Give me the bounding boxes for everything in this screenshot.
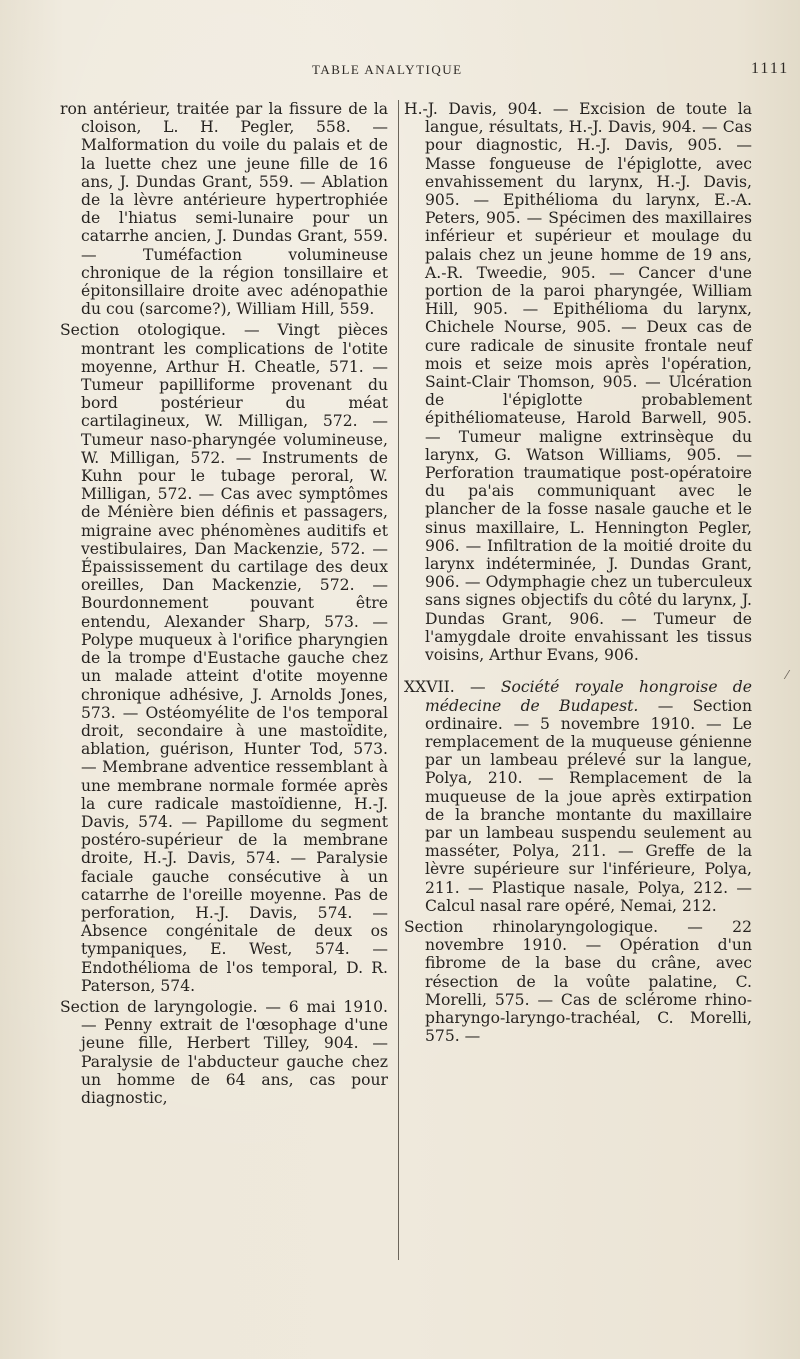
page-number: 1111 bbox=[751, 60, 790, 77]
left-entry-continuation: ron antérieur, traitée par la fissure de la cloison, L. H. Pegler, 558. — Malformation du voile du palais et de la luette chez une jeune fille de 16 ans, J. Dundas Grant, 559. — Ablation de la lèvre antérieure hypertrophiée de l'hiatus semi-lunaire pour un catarrhe ancien, J. Dundas Grant, 559. — Tuméfaction volumineuse chronique de la région tonsillaire et épitonsillaire droite avec adénopathie du cou (sarcome?), William Hill, 559. bbox=[60, 100, 388, 319]
right-entry-continuation: H.-J. Davis, 904. — Excision de toute la langue, résultats, H.-J. Davis, 904. — Cas pour diagnostic, H.-J. Davis, 905. — Masse fongueuse de l'épiglotte, avec envahissement du larynx, H.-J. Davis, 905. — Epithélioma du larynx, E.-A. Peters, 905. — Spécimen des maxillaires inférieur et supérieur et moulage du palais chez un jeune homme de 19 ans, A.-R. Tweedie, 905. — Cancer d'une portion de la paroi pharyngée, William Hill, 905. — Epithélioma du larynx, Chichele Nourse, 905. — Deux cas de cure radicale de sinusite frontale neuf mois et seize mois après l'opération, Saint-Clair Thomson, 905. — Ulcération de l'épiglotte probablement épithéliomateuse, Harold Barwell, 905. — Tumeur maligne extrinsèque du larynx, G. Watson Williams, 905. — Perforation traumatique post-opératoire du pa'ais communiquant avec le plancher de la fosse nasale gauche et le sinus maxillaire, L. Hennington Pegler, 906. — Infiltration de la moitié droite du larynx indéterminée, J. Dundas Grant, 906. — Odymphagie chez un tuberculeux sans signes objectifs du côté du larynx, J. Dundas Grant, 906. — Tumeur de l'amygdale droite envahissant les tissus voisins, Arthur Evans, 906. bbox=[404, 100, 752, 665]
left-entry-section-otologique: Section otologique. — Vingt pièces montrant les complications de l'otite moyenne, Arthur H. Cheatle, 571. — Tumeur papilliforme provenant du bord postérieur du méat cartilagineux, W. Milligan, 572. — Tumeur naso-pharyngée volumineuse, W. Milligan, 572. — Instruments de Kuhn pour le tubage peroral, W. Milligan, 572. — Cas avec symptômes de Ménière bien définis et passagers, migraine avec phénomènes auditifs et vestibulaires, Dan Mackenzie, 572. — Épaississement du cartilage des deux oreilles, Dan Mackenzie, 572. — Bourdonnement pouvant être entendu, Alexander Sharp, 573. — Polype muqueux à l'orifice pharyngien de la trompe d'Eustache gauche chez un malade atteint d'otite moyenne chronique adhésive, J. Arnolds Jones, 573. — Ostéomyélite de l'os temporal droit, secondaire à une mastoïdite, ablation, guérison, Hunter Tod, 573. — Membrane adventice ressemblant à une membrane normale formée après la cure radicale mastoïdienne, H.-J. Davis, 574. — Papillome du segment postéro-supérieur de la membrane droite, H.-J. Davis, 574. — Paralysie faciale gauche consécutive à un catarrhe de l'oreille moyenne. Pas de perforation, H.-J. Davis, 574. — Absence congénitale de deux os tympaniques, E. West, 574. — Endothélioma de l'os temporal, D. R. Paterson, 574. bbox=[60, 321, 388, 995]
column-divider bbox=[398, 100, 399, 1260]
right-entry-xxvii bbox=[404, 678, 752, 915]
section-number: XXVII. — bbox=[404, 678, 501, 697]
margin-mark: ⁄ bbox=[786, 668, 789, 682]
left-entry-section-laryngologie: Section de laryngologie. — 6 mai 1910. — Penny extrait de l'œsophage d'une jeune fille, Herbert Tilley, 904. — Paralysie de l'abducteur gauche chez un homme de 64 ans, cas pour diagnostic, bbox=[60, 997, 388, 1107]
running-title: TABLE ANALYTIQUE bbox=[312, 62, 463, 77]
right-entry-section-rhinolaryngologique: Section rhinolaryngologique. — 22 novembre 1910. — Opération d'un fibrome de la base du crâne, avec résection de la voûte palatine, C. Morelli, 575. — Cas de sclérome rhino-pharyngo-laryngo-trachéal, C. Morelli, 575. — bbox=[404, 917, 752, 1046]
society-name: Société royale hongroise de médecine de Budapest. bbox=[425, 678, 753, 715]
section-text: — Section ordinaire. — 5 novembre 1910. — Le remplacement de la muqueuse génienne par un lambeau prélevé sur la langue, Polya, 210. — Remplacement de la muqueuse de la joue après extirpation de la branche montante du maxillaire par un lambeau suspendu seulement au masséter, Polya, 211. — Greffe de la lèvre supérieure sur l'inférieure, Polya, 211. — Plastique nasale, Polya, 212. — Calcul nasal rare opéré, Nemai, 212. bbox=[425, 696, 752, 915]
right-column bbox=[404, 100, 752, 1045]
left-column bbox=[60, 100, 388, 1107]
